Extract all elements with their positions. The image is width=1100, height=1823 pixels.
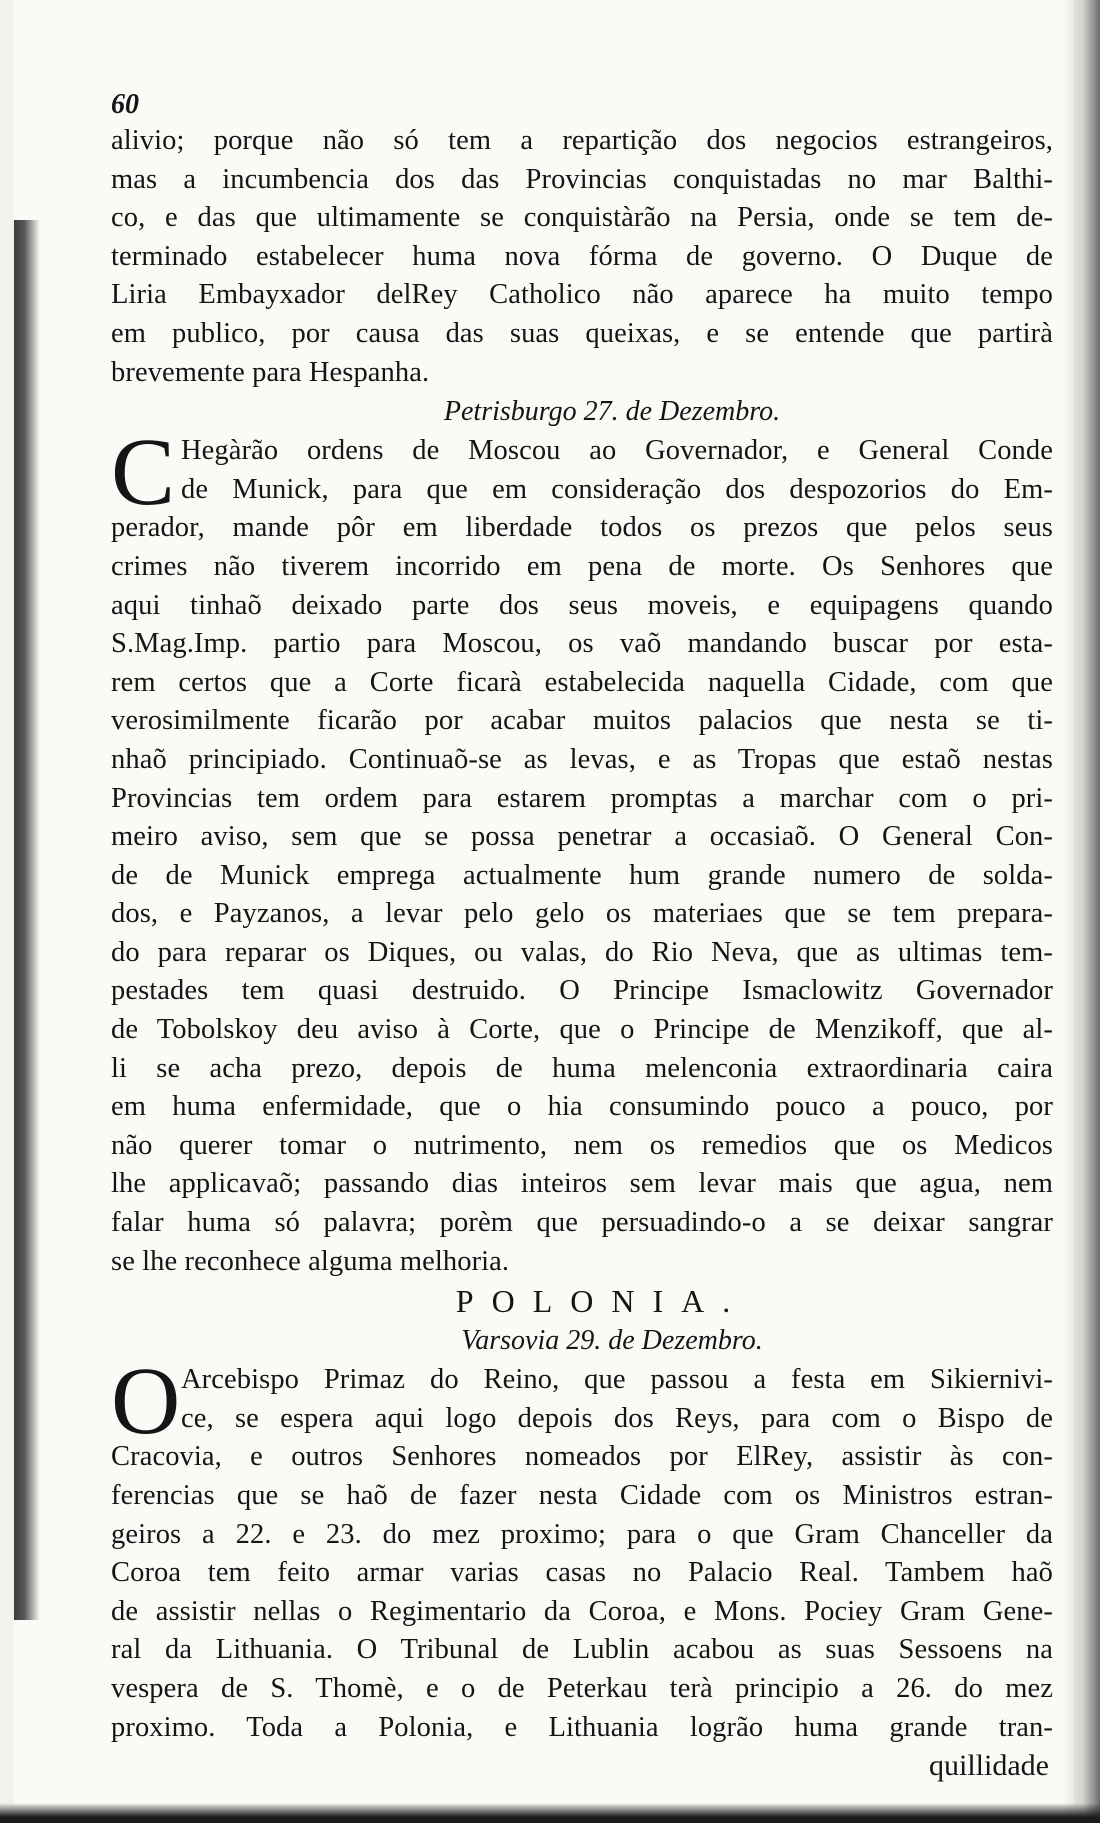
text-line: Hegàrão ordens de Moscou ao Governador, e General Conde: [181, 435, 1053, 467]
text-line: terminado estabelecer huma nova fórma de governo. O Duque de: [111, 240, 1053, 272]
section-title-polonia: POLONIA.: [455, 1283, 749, 1320]
text-line: rem certos que a Corte ficarà estabelecida naquella Cidade, com que: [111, 666, 1053, 698]
text-line: de de Munick emprega actualmente hum grande numero de solda-: [111, 859, 1053, 891]
text-line: Liria Embayxador delRey Catholico não aparece ha muito tempo: [111, 279, 1053, 311]
text-line: não querer tomar o nutrimento, nem os remedios que os Medicos: [111, 1129, 1053, 1161]
drop-cap: O: [111, 1347, 181, 1455]
text-line: em publico, por causa das suas queixas, e se entende que partirà: [111, 317, 1053, 349]
text-line: li se acha prezo, depois de huma melenconia extraordinaria caira: [111, 1052, 1053, 1084]
text-line: perador, mande pôr em liberdade todos os prezos que pelos seus: [111, 512, 1053, 544]
text-line: ce, se espera aqui logo depois dos Reys, para com o Bispo de: [181, 1402, 1053, 1434]
text-line: alivio; porque não só tem a repartição dos negocios estrangeiros,: [111, 125, 1053, 156]
paragraph-1: [111, 122, 1053, 392]
text-line: falar huma só palavra; porèm que persuadindo-o a se deixar sangrar: [111, 1207, 1053, 1239]
binding-shadow: [14, 220, 40, 1620]
text-line: geiros a 22. e 23. do mez proximo; para o que Gram Chanceller da: [111, 1518, 1053, 1550]
text-line: dos, e Payzanos, a levar pelo gelo os materiaes que se tem prepara-: [111, 898, 1053, 930]
paragraph-2: [111, 418, 1053, 1281]
text-line: Provincias tem ordem para estarem promptas a marchar com o pri-: [111, 782, 1053, 814]
text-line: S.Mag.Imp. partio para Moscou, os vaõ mandando buscar por esta-: [111, 628, 1053, 660]
text-line: de assistir nellas o Regimentario da Coroa, e Mons. Pociey Gram Gene-: [111, 1595, 1053, 1627]
page-number: 60: [111, 89, 139, 120]
text-line: do para reparar os Diques, ou valas, do Rio Neva, que as ultimas tem-: [111, 936, 1053, 968]
page-edge-shadow: [1062, 0, 1100, 1823]
text-line: lhe applicavaõ; passando dias inteiros sem levar mais que agua, nem: [111, 1168, 1053, 1200]
text-line: meiro aviso, sem que se possa penetrar a occasiaõ. O General Con-: [111, 821, 1053, 853]
text-line: Arcebispo Primaz do Reino, que passou a festa em Sikiernivi-: [181, 1364, 1053, 1396]
text-line: ferencias que se haõ de fazer nesta Cidade com os Ministros estran-: [111, 1480, 1053, 1511]
text-line: verosimilmente ficarão por acabar muitos palacios que nesta se ti-: [111, 705, 1053, 737]
text-line: de Tobolskoy deu aviso à Corte, que o Principe de Menzikoff, que al-: [111, 1014, 1053, 1046]
dateline-varsovia: Varsovia 29. de Dezembro.: [461, 1325, 763, 1357]
text-line: vespera de S. Thomè, e o de Peterkau terà principio a 26. do mez: [111, 1672, 1053, 1704]
drop-cap: C: [111, 418, 176, 526]
text-line: brevemente para Hespanha.: [111, 356, 430, 388]
text-line: proximo. Toda a Polonia, e Lithuania logrão huma grande tran-: [111, 1711, 1053, 1743]
text-line: Coroa tem feito armar varias casas no Palacio Real. Tambem haõ: [111, 1557, 1053, 1589]
text-line: se lhe reconhece alguma melhoria.: [111, 1245, 510, 1277]
bottom-edge-shadow: [0, 1803, 1100, 1823]
text-line: nhaõ principiado. Continuaõ-se as levas, e as Tropas que estaõ nestas: [111, 743, 1053, 775]
text-line: ral da Lithuania. O Tribunal de Lublin acabou as suas Sessoens na: [111, 1634, 1053, 1666]
text-line: crimes não tiverem incorrido em pena de morte. Os Senhores que: [111, 550, 1053, 582]
book-page: [14, 0, 1074, 1805]
text-block: [111, 88, 1053, 1785]
catchword: quillidade: [929, 1749, 1049, 1783]
text-line: em huma enfermidade, que o hia consumindo pouco a pouco, por: [111, 1091, 1053, 1123]
text-line: co, e das que ultimamente se conquistàrão na Persia, onde se tem de-: [111, 202, 1053, 234]
paragraph-3: [111, 1347, 1053, 1747]
text-line: de Munick, para que em consideração dos despozorios do Em-: [181, 473, 1053, 505]
text-line: Cracovia, e outros Senhores nomeados por ElRey, assistir às con-: [111, 1441, 1053, 1473]
text-line: pestades tem quasi destruido. O Principe Ismaclowitz Governador: [111, 975, 1053, 1007]
dateline-petrisburgo: Petrisburgo 27. de Dezembro.: [443, 396, 781, 428]
text-line: aqui tinhaõ deixado parte dos seus moveis, e equipagens quando: [111, 589, 1053, 621]
text-line: mas a incumbencia dos das Provincias conquistadas no mar Balthi-: [111, 163, 1053, 195]
